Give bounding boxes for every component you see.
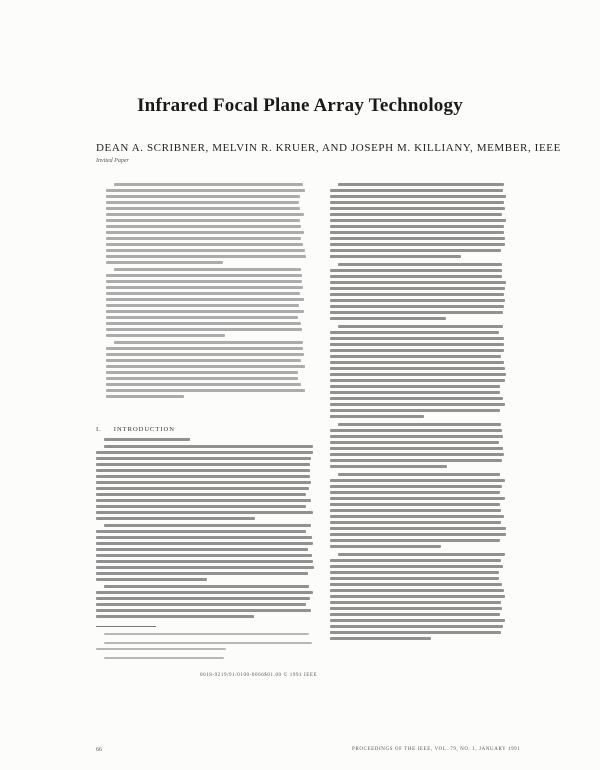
text-line: [114, 268, 301, 271]
text-line: [330, 249, 501, 252]
text-line: [330, 299, 505, 302]
text-line: [330, 269, 502, 272]
text-line: [106, 383, 301, 386]
text-line: [106, 213, 304, 216]
text-line: [330, 441, 499, 444]
text-line: [106, 395, 184, 398]
text-line: [330, 367, 505, 370]
text-line: [106, 286, 303, 289]
text-line: [96, 457, 311, 460]
journal-line: PROCEEDINGS OF THE IEEE, VOL. 79, NO. 1, JANUARY 1991: [352, 747, 521, 752]
text-line: [106, 274, 302, 277]
text-line: [330, 275, 502, 278]
text-line: [96, 469, 310, 472]
text-line: [330, 281, 506, 284]
text-line: [106, 310, 304, 313]
text-line: [96, 475, 310, 478]
text-line: [330, 305, 504, 308]
paper-type: Invited Paper: [96, 158, 129, 164]
text-line: [330, 219, 506, 222]
text-line: [330, 533, 506, 536]
text-line: [330, 255, 461, 258]
text-line: [330, 607, 502, 610]
text-line: [330, 509, 501, 512]
text-line: [106, 347, 303, 350]
text-line: [330, 559, 501, 562]
text-line: [330, 397, 503, 400]
text-line: [96, 554, 312, 557]
text-line: [106, 231, 304, 234]
section-label: INTRODUCTION: [113, 426, 175, 433]
text-line: [96, 603, 306, 606]
text-line: [96, 481, 311, 484]
text-line: [96, 609, 311, 612]
text-line: [330, 503, 500, 506]
section-number: I.: [96, 426, 102, 433]
text-line: [106, 225, 301, 228]
text-line: [330, 625, 503, 628]
text-line: [96, 560, 313, 563]
text-line: [330, 619, 505, 622]
text-line: [106, 243, 303, 246]
text-line: [330, 613, 500, 616]
text-line: [330, 207, 505, 210]
text-line: [330, 479, 505, 482]
text-line: [330, 231, 504, 234]
text-line: [330, 459, 502, 462]
text-line: [106, 255, 306, 258]
text-line: [106, 371, 298, 374]
text-line: [330, 415, 424, 418]
footnote-line: [104, 642, 312, 644]
section-heading: [96, 426, 175, 433]
text-line: [106, 207, 300, 210]
text-line: [330, 631, 501, 634]
text-line: [330, 545, 441, 548]
text-line: [96, 493, 306, 496]
text-line: [338, 325, 503, 328]
text-line: [104, 438, 190, 441]
text-line: [330, 225, 504, 228]
text-line: [330, 527, 506, 530]
text-line: [330, 391, 500, 394]
text-line: [330, 577, 499, 580]
text-line: [330, 189, 503, 192]
footnote-rule: [96, 626, 156, 627]
text-line: [96, 578, 207, 581]
text-line: [330, 565, 503, 568]
text-line: [106, 359, 301, 362]
text-line: [330, 539, 500, 542]
footnote-line: [104, 657, 224, 659]
text-line: [96, 499, 311, 502]
text-line: [106, 280, 302, 283]
text-line: [96, 591, 313, 594]
text-line: [106, 201, 299, 204]
text-line: [106, 322, 301, 325]
text-line: [330, 409, 500, 412]
text-line: [96, 530, 306, 533]
text-line: [330, 349, 504, 352]
text-line: [338, 183, 504, 186]
text-line: [330, 453, 504, 456]
text-line: [330, 571, 499, 574]
text-line: [106, 389, 305, 392]
text-line: [338, 263, 502, 266]
text-line: [330, 287, 505, 290]
text-line: [330, 595, 505, 598]
text-line: [104, 524, 311, 527]
text-line: [330, 403, 505, 406]
text-line: [106, 249, 305, 252]
text-line: [96, 615, 254, 618]
text-line: [330, 237, 505, 240]
text-line: [330, 497, 505, 500]
text-line: [96, 511, 313, 514]
author-line: DEAN A. SCRIBNER, MELVIN R. KRUER, AND JOSEPH M. KILLIANY, MEMBER, IEEE: [96, 142, 561, 154]
text-line: [330, 485, 502, 488]
text-line: [104, 585, 309, 588]
text-line: [330, 379, 505, 382]
text-line: [330, 491, 500, 494]
text-line: [338, 473, 500, 476]
text-line: [330, 385, 500, 388]
text-line: [106, 365, 305, 368]
text-line: [96, 487, 309, 490]
footnote-block: [96, 631, 314, 671]
text-line: [330, 293, 504, 296]
text-line: [330, 343, 504, 346]
text-line: [330, 601, 501, 604]
text-line: [106, 298, 304, 301]
footnote-line: [104, 633, 309, 635]
text-line: [106, 219, 300, 222]
text-line: [330, 195, 506, 198]
page-number: 66: [96, 747, 102, 753]
text-line: [114, 183, 303, 186]
text-line: [96, 566, 314, 569]
paper-title: Infrared Focal Plane Array Technology: [137, 95, 463, 116]
copyright-line: 0018-9219/91/0100-0066$01.00 © 1991 IEEE: [200, 673, 318, 678]
text-line: [330, 355, 501, 358]
text-line: [330, 331, 499, 334]
text-line: [96, 505, 306, 508]
text-line: [106, 334, 225, 337]
text-line: [96, 517, 255, 520]
text-line: [330, 361, 504, 364]
text-line: [330, 317, 446, 320]
intro-left-column: [96, 438, 314, 620]
text-line: [330, 243, 505, 246]
text-line: [330, 311, 503, 314]
text-line: [96, 542, 313, 545]
text-line: [330, 435, 503, 438]
text-line: [330, 429, 502, 432]
abstract-block: [106, 183, 306, 418]
text-line: [96, 572, 308, 575]
text-line: [96, 463, 310, 466]
text-line: [106, 328, 302, 331]
text-line: [106, 237, 301, 240]
text-line: [114, 341, 303, 344]
text-line: [330, 583, 502, 586]
text-line: [338, 423, 501, 426]
text-line: [96, 451, 313, 454]
text-line: [330, 447, 503, 450]
text-line: [330, 337, 504, 340]
text-line: [106, 316, 298, 319]
text-line: [106, 304, 299, 307]
text-line: [106, 189, 305, 192]
footnote-line: [96, 648, 226, 650]
text-line: [96, 548, 308, 551]
text-line: [330, 637, 431, 640]
text-line: [106, 195, 300, 198]
text-line: [330, 521, 501, 524]
text-line: [104, 445, 313, 448]
text-line: [96, 597, 310, 600]
text-line: [338, 553, 505, 556]
text-line: [330, 213, 502, 216]
text-line: [106, 261, 223, 264]
text-line: [96, 536, 312, 539]
right-column: [330, 183, 506, 668]
text-line: [330, 373, 506, 376]
text-line: [106, 377, 298, 380]
text-line: [330, 589, 504, 592]
text-line: [106, 353, 304, 356]
text-line: [106, 292, 300, 295]
text-line: [330, 515, 504, 518]
text-line: [330, 201, 504, 204]
text-line: [330, 465, 447, 468]
